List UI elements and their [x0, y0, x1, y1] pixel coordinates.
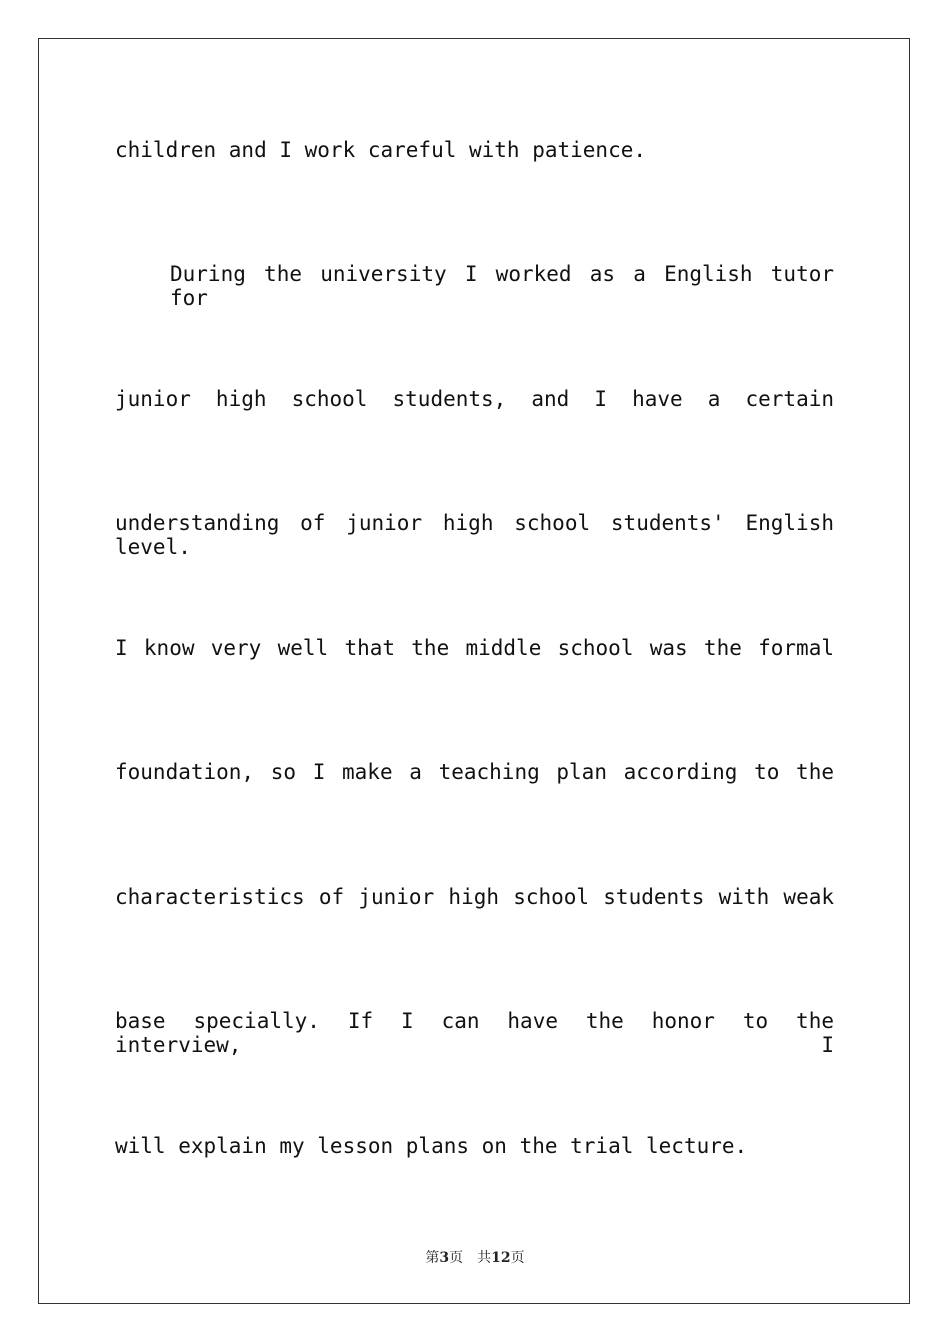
footer-page-suffix: 页	[449, 1250, 464, 1266]
paragraph-line-1: children and I work careful with patience.	[115, 138, 647, 162]
total-pages-number: 12	[491, 1250, 511, 1266]
footer-total-prefix: 共	[477, 1250, 492, 1266]
footer-total-suffix: 页	[510, 1250, 525, 1266]
footer-prefix: 第	[425, 1250, 440, 1266]
paragraph-line-5: I know very well that the middle school was the formal	[115, 636, 834, 660]
paragraph-line-6: foundation, so I make a teaching plan according to the	[115, 760, 834, 784]
page-frame	[38, 38, 910, 1304]
paragraph-line-7: characteristics of junior high school students with weak	[115, 885, 834, 909]
page-footer	[0, 1247, 950, 1267]
paragraph-line-3: junior high school students, and I have a certain	[115, 387, 834, 411]
paragraph-line-4: understanding of junior high school students' English level.	[115, 511, 834, 559]
paragraph-line-8: base specially. If I can have the honor to the interview, I	[115, 1009, 834, 1057]
current-page-number: 3	[439, 1250, 450, 1266]
paragraph-line-9: will explain my lesson plans on the trial lecture.	[115, 1134, 748, 1158]
paragraph-line-2: During the university I worked as a English tutor for	[170, 262, 834, 310]
